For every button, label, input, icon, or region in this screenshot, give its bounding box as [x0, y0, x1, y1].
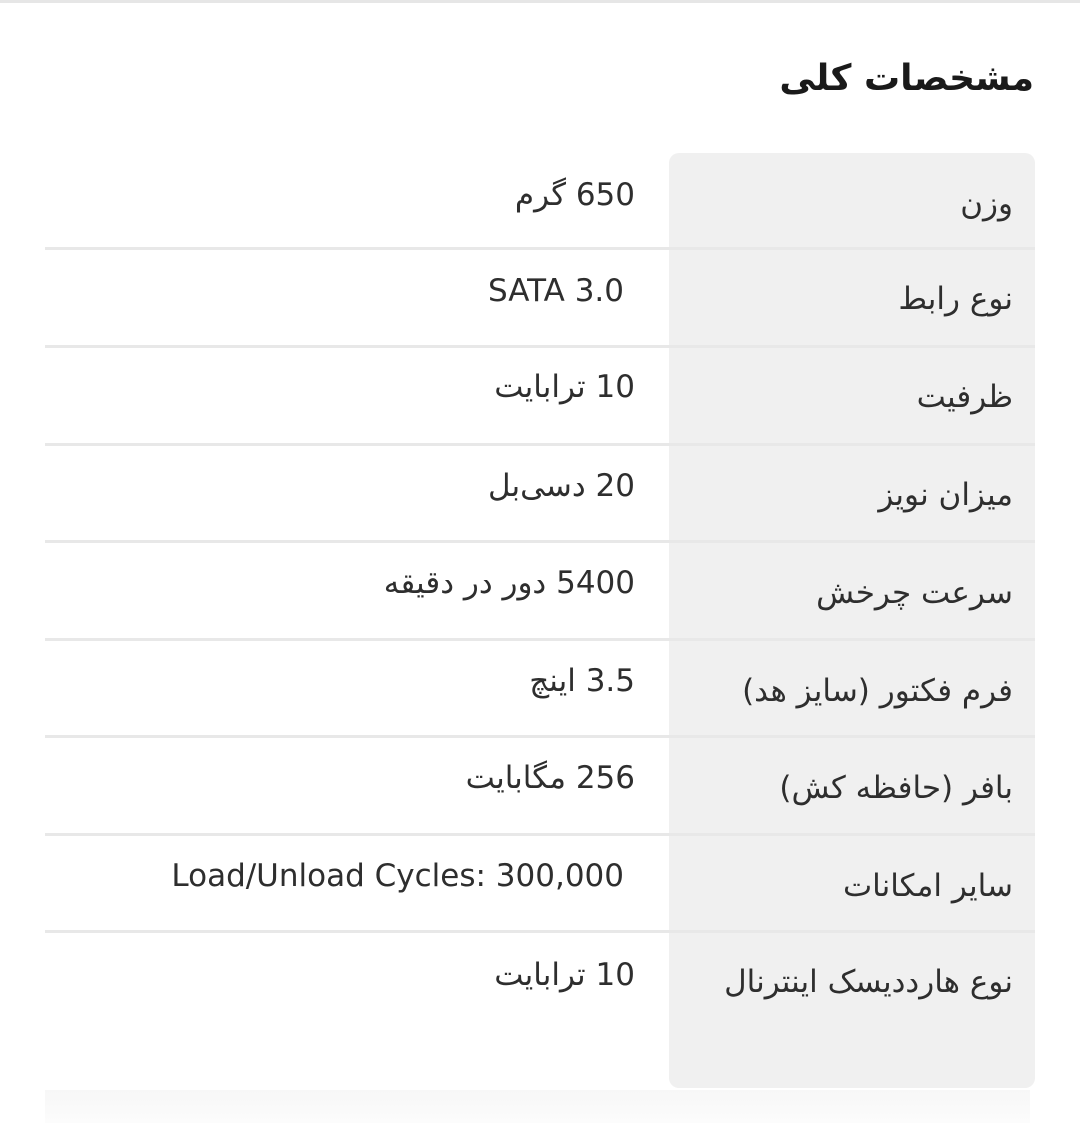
spec-value: 256 مگابایت	[465, 760, 635, 796]
spec-row-buffer	[45, 738, 1035, 836]
spec-label: نوع رابط	[898, 281, 1013, 317]
spec-value: 10 ترابایت	[494, 369, 635, 405]
spec-label: نوع هارددیسک اینترنال	[724, 964, 1013, 1000]
spec-row-hdd-type	[45, 933, 1035, 1088]
spec-row-other-features	[45, 836, 1035, 933]
spec-row-rotation-speed	[45, 543, 1035, 641]
spec-row-form-factor	[45, 641, 1035, 738]
spec-label: فرم فکتور (سایز هد)	[742, 673, 1013, 709]
spec-value: SATA 3.0	[488, 273, 624, 309]
spec-value: 3.5 اینچ	[529, 663, 635, 699]
section-title: مشخصات کلی	[779, 58, 1034, 99]
spec-row-capacity	[45, 348, 1035, 446]
spec-row-weight	[45, 153, 1035, 250]
spec-label: وزن	[960, 186, 1013, 222]
spec-value: 650 گرم	[514, 177, 635, 213]
spec-row-noise	[45, 446, 1035, 543]
spec-label: سایر امکانات	[842, 868, 1013, 904]
spec-label: بافر (حافظه کش)	[779, 770, 1013, 806]
top-divider	[0, 0, 1080, 3]
bottom-fade	[45, 1090, 1030, 1123]
spec-row-interface	[45, 250, 1035, 348]
spec-table	[45, 153, 1035, 1088]
spec-value: 20 دسی‌بل	[487, 468, 635, 504]
spec-value: Load/Unload Cycles: 300,000	[171, 858, 624, 894]
spec-label: ظرفیت	[916, 379, 1013, 415]
spec-value: 10 ترابایت	[494, 957, 635, 993]
spec-value: 5400 دور در دقیقه	[383, 565, 635, 601]
spec-label: سرعت چرخش	[816, 575, 1013, 611]
spec-label: میزان نویز	[878, 477, 1013, 513]
